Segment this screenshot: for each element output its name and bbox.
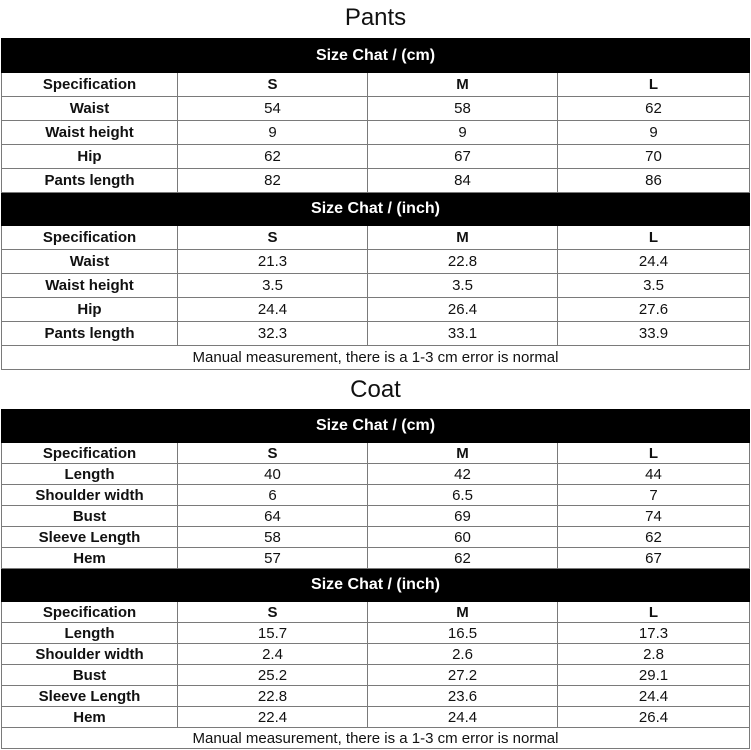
- cell-s: 15.7: [178, 623, 368, 644]
- cell-l: 17.3: [558, 623, 750, 644]
- cell-l: 67: [558, 548, 750, 569]
- cell-m: 60: [368, 527, 558, 548]
- column-header-s: S: [178, 73, 368, 97]
- coat-cm-column-row: [2, 443, 750, 464]
- column-header-specification: Specification: [2, 73, 178, 97]
- table-row: [2, 485, 750, 506]
- cell-s: 57: [178, 548, 368, 569]
- table-row: [2, 464, 750, 485]
- cell-l: 26.4: [558, 707, 750, 728]
- table-row: [2, 548, 750, 569]
- row-label: Pants length: [2, 322, 178, 346]
- cell-s: 22.8: [178, 686, 368, 707]
- cell-m: 16.5: [368, 623, 558, 644]
- row-label: Bust: [2, 665, 178, 686]
- column-header-m: M: [368, 73, 558, 97]
- row-label: Length: [2, 464, 178, 485]
- coat-cm-header: Size Chat / (cm): [2, 410, 750, 443]
- table-row: [2, 274, 750, 298]
- row-label: Waist: [2, 250, 178, 274]
- cell-m: 22.8: [368, 250, 558, 274]
- column-header-m: M: [368, 443, 558, 464]
- cell-m: 2.6: [368, 644, 558, 665]
- row-label: Hem: [2, 707, 178, 728]
- measurement-note: Manual measurement, there is a 1-3 cm error is normal: [2, 728, 750, 749]
- cell-s: 24.4: [178, 298, 368, 322]
- table-row: [2, 527, 750, 548]
- cell-m: 84: [368, 169, 558, 193]
- cell-s: 2.4: [178, 644, 368, 665]
- pants-inch-header-row: [2, 193, 750, 226]
- cell-m: 26.4: [368, 298, 558, 322]
- coat-cm-header-row: [2, 410, 750, 443]
- cell-s: 58: [178, 527, 368, 548]
- pants-title: Pants: [344, 4, 407, 31]
- table-row: [2, 250, 750, 274]
- cell-m: 9: [368, 121, 558, 145]
- table-row: [2, 686, 750, 707]
- cell-l: 24.4: [558, 250, 750, 274]
- column-header-s: S: [178, 226, 368, 250]
- row-label: Waist: [2, 97, 178, 121]
- table-row: [2, 644, 750, 665]
- cell-l: 2.8: [558, 644, 750, 665]
- cell-s: 82: [178, 169, 368, 193]
- coat-inch-column-row: [2, 602, 750, 623]
- cell-s: 3.5: [178, 274, 368, 298]
- cell-s: 54: [178, 97, 368, 121]
- column-header-specification: Specification: [2, 226, 178, 250]
- measurement-note: Manual measurement, there is a 1-3 cm error is normal: [2, 346, 750, 370]
- pants-cm-column-row: [2, 73, 750, 97]
- column-header-l: L: [558, 226, 750, 250]
- cell-l: 27.6: [558, 298, 750, 322]
- cell-s: 9: [178, 121, 368, 145]
- row-label: Sleeve Length: [2, 527, 178, 548]
- table-row: [2, 322, 750, 346]
- coat-title: Coat: [350, 376, 401, 403]
- cell-m: 23.6: [368, 686, 558, 707]
- cell-l: 62: [558, 527, 750, 548]
- coat-note-row: [2, 728, 750, 749]
- table-row: [2, 665, 750, 686]
- table-row: [2, 623, 750, 644]
- column-header-m: M: [368, 602, 558, 623]
- cell-l: 3.5: [558, 274, 750, 298]
- cell-s: 22.4: [178, 707, 368, 728]
- row-label: Hem: [2, 548, 178, 569]
- cell-l: 33.9: [558, 322, 750, 346]
- pants-note-row: [2, 346, 750, 370]
- row-label: Shoulder width: [2, 644, 178, 665]
- column-header-specification: Specification: [2, 602, 178, 623]
- column-header-s: S: [178, 602, 368, 623]
- row-label: Sleeve Length: [2, 686, 178, 707]
- pants-inch-header: Size Chat / (inch): [2, 193, 750, 226]
- row-label: Pants length: [2, 169, 178, 193]
- row-label: Waist height: [2, 121, 178, 145]
- cell-m: 3.5: [368, 274, 558, 298]
- cell-l: 74: [558, 506, 750, 527]
- cell-m: 42: [368, 464, 558, 485]
- cell-l: 70: [558, 145, 750, 169]
- cell-m: 33.1: [368, 322, 558, 346]
- coat-inch-header: Size Chat / (inch): [2, 569, 750, 602]
- cell-m: 6.5: [368, 485, 558, 506]
- row-label: Bust: [2, 506, 178, 527]
- cell-l: 86: [558, 169, 750, 193]
- table-row: [2, 145, 750, 169]
- pants-cm-header-row: [2, 39, 750, 73]
- cell-s: 32.3: [178, 322, 368, 346]
- table-row: [2, 707, 750, 728]
- coat-size-table: [1, 409, 750, 749]
- coat-inch-header-row: [2, 569, 750, 602]
- cell-m: 69: [368, 506, 558, 527]
- cell-l: 7: [558, 485, 750, 506]
- column-header-l: L: [558, 443, 750, 464]
- cell-m: 27.2: [368, 665, 558, 686]
- pants-inch-column-row: [2, 226, 750, 250]
- row-label: Waist height: [2, 274, 178, 298]
- cell-m: 24.4: [368, 707, 558, 728]
- column-header-s: S: [178, 443, 368, 464]
- pants-size-table: [1, 38, 750, 370]
- pants-cm-header: Size Chat / (cm): [2, 39, 750, 73]
- row-label: Hip: [2, 145, 178, 169]
- cell-s: 40: [178, 464, 368, 485]
- cell-l: 44: [558, 464, 750, 485]
- cell-l: 9: [558, 121, 750, 145]
- column-header-m: M: [368, 226, 558, 250]
- cell-s: 62: [178, 145, 368, 169]
- cell-m: 67: [368, 145, 558, 169]
- cell-s: 64: [178, 506, 368, 527]
- table-row: [2, 121, 750, 145]
- cell-m: 62: [368, 548, 558, 569]
- cell-m: 58: [368, 97, 558, 121]
- row-label: Shoulder width: [2, 485, 178, 506]
- cell-s: 25.2: [178, 665, 368, 686]
- table-row: [2, 506, 750, 527]
- column-header-specification: Specification: [2, 443, 178, 464]
- cell-l: 24.4: [558, 686, 750, 707]
- table-row: [2, 298, 750, 322]
- table-row: [2, 97, 750, 121]
- table-row: [2, 169, 750, 193]
- row-label: Hip: [2, 298, 178, 322]
- cell-s: 21.3: [178, 250, 368, 274]
- row-label: Length: [2, 623, 178, 644]
- cell-l: 62: [558, 97, 750, 121]
- column-header-l: L: [558, 73, 750, 97]
- column-header-l: L: [558, 602, 750, 623]
- cell-s: 6: [178, 485, 368, 506]
- cell-l: 29.1: [558, 665, 750, 686]
